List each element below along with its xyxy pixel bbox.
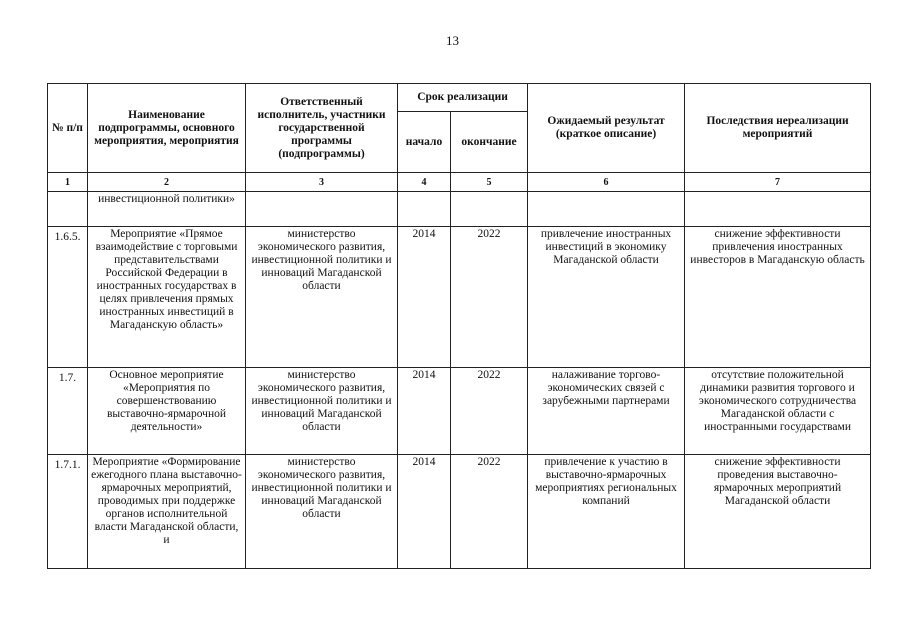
page-number: 13 <box>446 33 459 48</box>
header-name: Наименование подпрограммы, основного мероприятия, мероприятия <box>88 84 246 173</box>
row-number: 1.7. <box>48 368 88 455</box>
table-row <box>48 455 871 569</box>
row-number: 1.6.5. <box>48 227 88 368</box>
row-consequences: снижение эффективности проведения выставочно-ярмарочных мероприятий Магаданской области <box>685 455 871 569</box>
row-end <box>451 192 528 227</box>
column-number: 4 <box>398 173 451 192</box>
row-result <box>528 192 685 227</box>
row-start: 2014 <box>398 455 451 569</box>
header-term: Срок реализации <box>398 84 528 112</box>
program-table <box>47 83 871 569</box>
column-number: 7 <box>685 173 871 192</box>
header-num: № п/п <box>48 84 88 173</box>
column-number: 1 <box>48 173 88 192</box>
table-row <box>48 227 871 368</box>
row-name: Мероприятие «Прямое взаимодействие с торговыми представительствами Российской Федерации в иностранных государствах в целях привлечения прямых иностранных инвестиций в Магаданскую область» <box>88 227 246 368</box>
row-responsible: министерство экономического развития, инвестиционной политики и инноваций Магаданской области <box>246 455 398 569</box>
column-number: 3 <box>246 173 398 192</box>
table-row <box>48 192 871 227</box>
header-start: начало <box>398 112 451 173</box>
header-result: Ожидаемый результат (краткое описание) <box>528 84 685 173</box>
row-start: 2014 <box>398 368 451 455</box>
row-consequences: отсутствие положительной динамики развития торгового и экономического сотрудничества Магаданской области с иностранными государствами <box>685 368 871 455</box>
row-responsible: министерство экономического развития, инвестиционной политики и инноваций Магаданской области <box>246 368 398 455</box>
column-number: 6 <box>528 173 685 192</box>
row-name: инвестиционной политики» <box>88 192 246 227</box>
column-number: 2 <box>88 173 246 192</box>
header-end: окончание <box>451 112 528 173</box>
row-consequences: снижение эффективности привлечения иностранных инвесторов в Магаданскую область <box>685 227 871 368</box>
row-number <box>48 192 88 227</box>
row-responsible <box>246 192 398 227</box>
row-end: 2022 <box>451 455 528 569</box>
table-row <box>48 368 871 455</box>
row-end: 2022 <box>451 227 528 368</box>
header-consequences: Последствия нереализации мероприятий <box>685 84 871 173</box>
row-name: Основное мероприятие «Мероприятия по совершенствованию выставочно-ярмарочной деятельности» <box>88 368 246 455</box>
row-result: налаживание торгово-экономических связей с зарубежными партнерами <box>528 368 685 455</box>
row-result: привлечение иностранных инвестиций в экономику Магаданской области <box>528 227 685 368</box>
row-consequences <box>685 192 871 227</box>
row-result: привлечение к участию в выставочно-ярмарочных мероприятиях региональных компаний <box>528 455 685 569</box>
row-name: Мероприятие «Формирование ежегодного плана выставочно-ярмарочных мероприятий, проводимых при поддержке органов исполнительной власти Магаданской области, и <box>88 455 246 569</box>
row-end: 2022 <box>451 368 528 455</box>
row-start <box>398 192 451 227</box>
header-responsible: Ответственный исполнитель, участники государственной программы (подпрограммы) <box>246 84 398 173</box>
column-number: 5 <box>451 173 528 192</box>
row-responsible: министерство экономического развития, инвестиционной политики и инноваций Магаданской области <box>246 227 398 368</box>
row-number: 1.7.1. <box>48 455 88 569</box>
row-start: 2014 <box>398 227 451 368</box>
